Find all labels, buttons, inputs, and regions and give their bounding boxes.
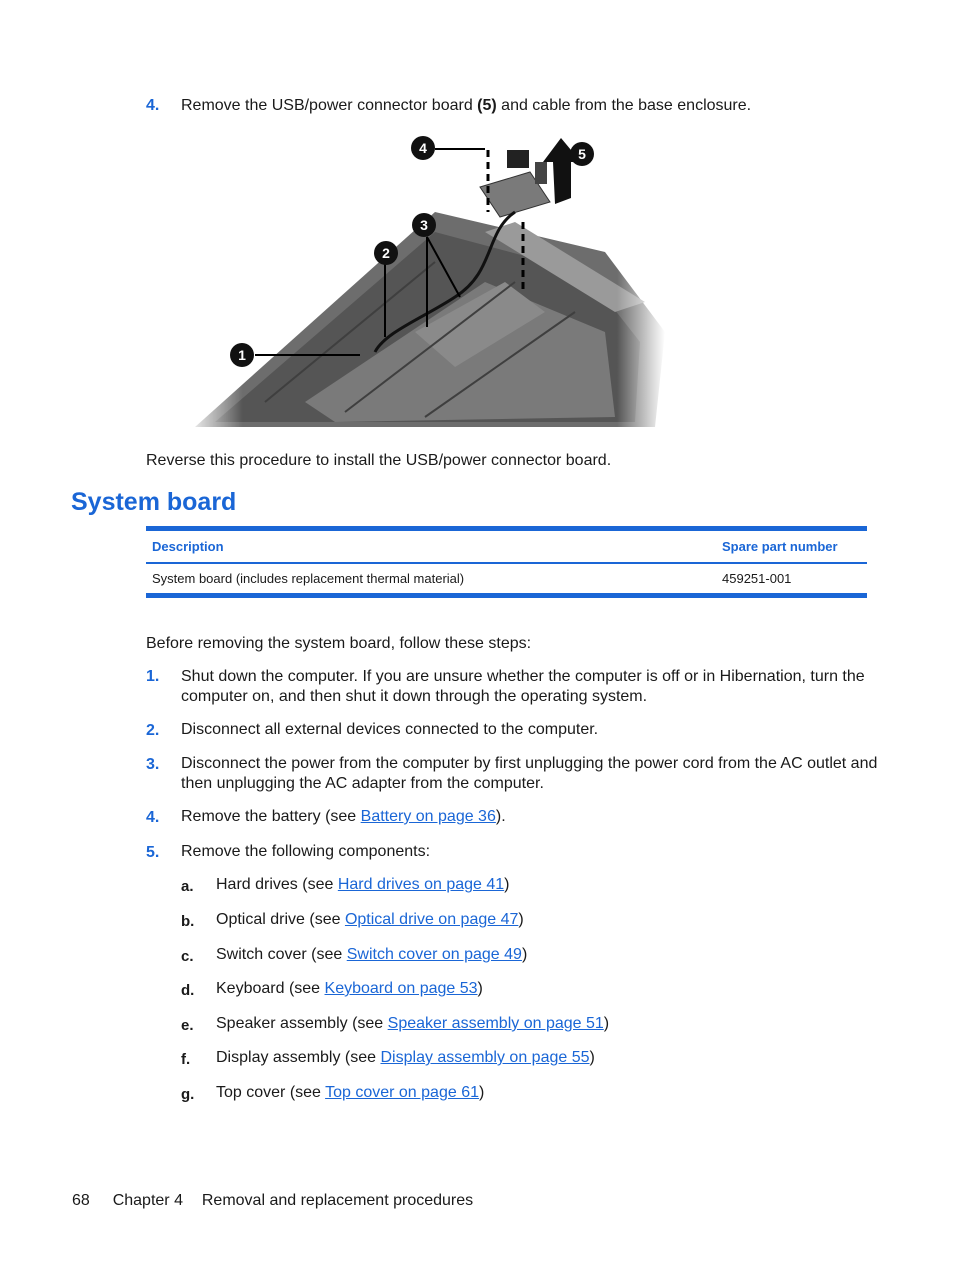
substep-text-part: Top cover (see — [216, 1084, 326, 1101]
step-number: 4. — [146, 97, 160, 114]
substep-text-part: Optical drive (see — [216, 911, 345, 928]
substep-text-part: ) — [504, 876, 510, 893]
step-text — [181, 807, 506, 827]
substep-text-part: ) — [518, 911, 524, 928]
step-text-part: ). — [495, 808, 506, 825]
substep-text-part: ) — [603, 1015, 610, 1032]
substep-text-part: Display assembly (see — [216, 1049, 381, 1066]
callout-2-label: 2 — [382, 245, 390, 261]
callout-5-label: 5 — [578, 146, 586, 162]
table-header-part-number: Spare part number — [722, 539, 838, 554]
substep-text — [216, 1083, 484, 1103]
callout-reference: (5) — [477, 97, 497, 114]
substep-letter: b. — [181, 913, 195, 930]
substep-text-part: ) — [477, 980, 483, 997]
step-number: 5. — [146, 844, 160, 861]
step-text: Remove the following components: — [181, 843, 431, 860]
substep-letter: e. — [181, 1017, 194, 1034]
power-connector — [535, 162, 547, 184]
speaker-assembly-link[interactable]: Speaker assembly on page 51 — [387, 1015, 604, 1032]
substep-text — [216, 875, 509, 895]
display-assembly-link[interactable]: Display assembly on page 55 — [380, 1049, 590, 1066]
substep-letter: a. — [181, 878, 194, 895]
step-number: 1. — [146, 668, 160, 685]
substep-text-part: Keyboard (see — [216, 980, 325, 997]
substep-text-part: Speaker assembly (see — [216, 1015, 388, 1032]
table-header-description: Description — [152, 539, 224, 554]
optical-drive-link[interactable]: Optical drive on page 47 — [344, 911, 519, 928]
substep-text — [216, 1014, 609, 1034]
table-bottom-rule — [146, 593, 867, 598]
page-footer — [72, 1192, 473, 1210]
step-text-part: Remove the USB/power connector board — [181, 97, 478, 114]
substep-letter: g. — [181, 1086, 195, 1103]
substep-text — [216, 1048, 595, 1068]
switch-cover-link[interactable]: Switch cover on page 49 — [346, 946, 522, 963]
step-text: Disconnect the power from the computer by first unplugging the power cord from the AC outlet and then unplugging the AC adapter from the computer. — [181, 755, 878, 792]
step-number: 3. — [146, 756, 160, 773]
usb-connector — [507, 150, 529, 168]
step-text: Shut down the computer. If you are unsure whether the computer is off or in Hibernation, turn the computer on, and then shut it down through the operating system. — [181, 668, 865, 705]
substep-text — [216, 945, 527, 965]
table-cell-part-number: 459251-001 — [722, 571, 792, 586]
spare-parts-table — [146, 526, 867, 598]
substep-text-part: Switch cover (see — [216, 946, 347, 963]
footer-chapter: Chapter 4 — [112, 1192, 183, 1209]
page-number: 68 — [72, 1192, 90, 1209]
substep-text-part: ) — [521, 946, 528, 963]
substep-letter: d. — [181, 982, 195, 999]
step-number: 4. — [146, 809, 160, 826]
keyboard-link[interactable]: Keyboard on page 53 — [324, 980, 478, 997]
step-number: 2. — [146, 722, 160, 739]
substep-letter: f. — [181, 1051, 191, 1068]
table-top-rule — [146, 526, 867, 531]
substep-text-part: ) — [478, 1084, 485, 1101]
step-text — [181, 96, 751, 116]
step-text-part: Remove the battery (see — [181, 808, 361, 825]
substep-letter: c. — [181, 948, 194, 965]
footer-title: Removal and replacement procedures — [201, 1192, 474, 1209]
callout-3-label: 3 — [420, 217, 428, 233]
figure-illustration — [185, 132, 665, 432]
hard-drives-link[interactable]: Hard drives on page 41 — [337, 876, 505, 893]
substep-text — [216, 979, 483, 999]
substep-text-part: Hard drives (see — [216, 876, 338, 893]
table-cell-description: System board (includes replacement thermal material) — [152, 571, 465, 586]
usb-board-removal-figure — [185, 132, 665, 432]
step-text-part: and cable from the base enclosure. — [496, 97, 752, 114]
section-title: System board — [71, 488, 237, 516]
callout-4-label: 4 — [419, 140, 427, 156]
substep-text — [216, 910, 524, 930]
reverse-procedure-text: Reverse this procedure to install the USB/power connector board. — [146, 452, 612, 469]
battery-link[interactable]: Battery on page 36 — [360, 808, 496, 825]
substep-text-part: ) — [589, 1049, 595, 1066]
figure-fade — [185, 132, 665, 432]
callout-1-label: 1 — [238, 347, 246, 363]
intro-text: Before removing the system board, follow these steps: — [146, 635, 532, 652]
step-text: Disconnect all external devices connected to the computer. — [181, 721, 599, 738]
table-header-rule — [146, 562, 867, 564]
top-cover-link[interactable]: Top cover on page 61 — [325, 1084, 479, 1101]
